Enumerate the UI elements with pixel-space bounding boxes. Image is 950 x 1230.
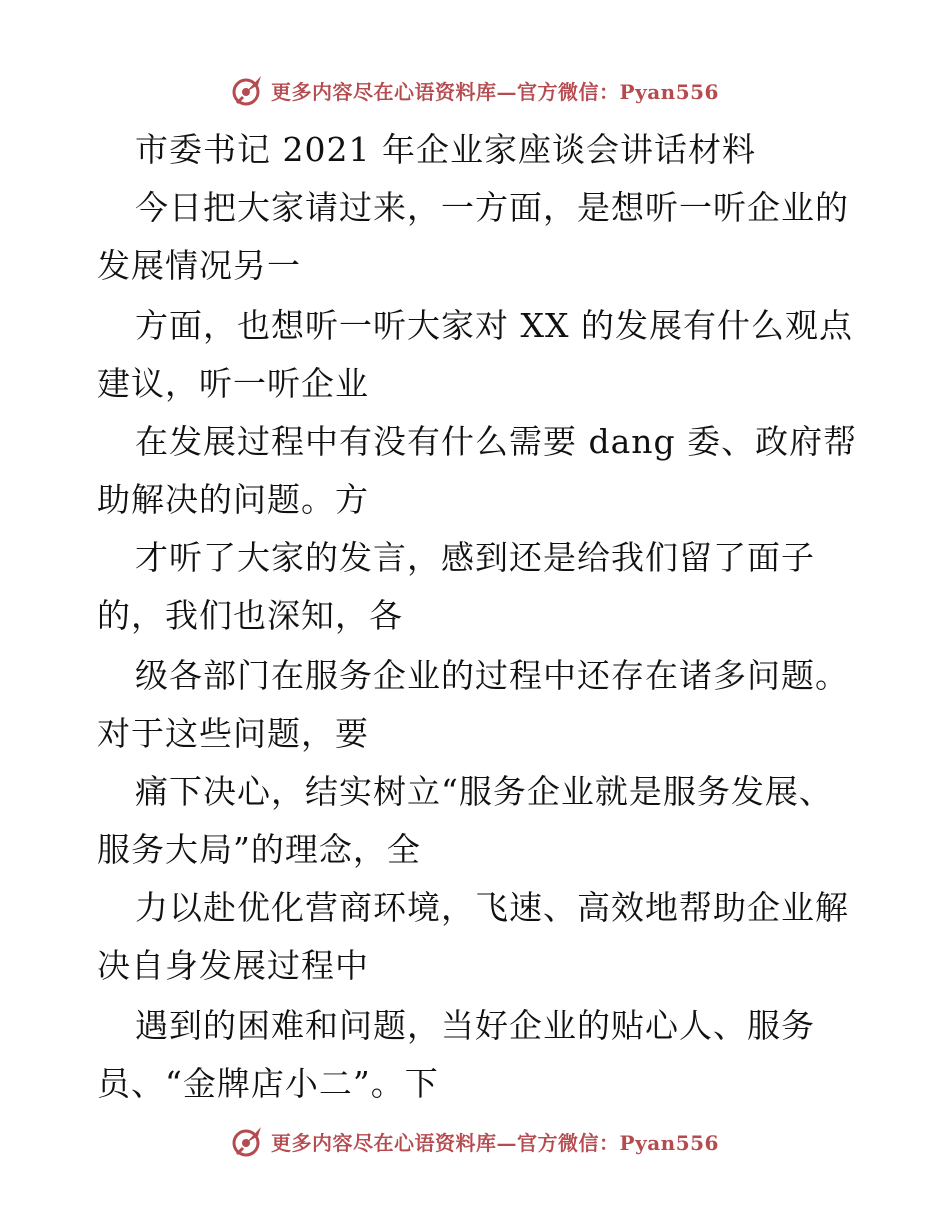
- paragraph-line: 的，我们也深知，各: [97, 596, 403, 635]
- paragraph-line: 痛下决心，结实树立“服务企业就是服务发展、: [135, 772, 833, 811]
- paragraph-line: 遇到的困难和问题，当好企业的贴心人、服务: [135, 1006, 815, 1045]
- watermark-text: 更多内容尽在心语资料库—官方微信：Pyan556: [271, 1130, 719, 1155]
- paragraph-line: 服务大局”的理念，全: [97, 830, 421, 869]
- paragraph-line: 方面，也想听一听大家对 XX 的发展有什么观点: [135, 306, 853, 345]
- paragraph-line: 力以赴优化营商环境，飞速、高效地帮助企业解: [135, 888, 849, 927]
- paragraph-line: 在发展过程中有没有什么需要 dang 委、政府帮: [135, 422, 858, 461]
- paragraph-line: 发展情况另一: [97, 246, 301, 285]
- paragraph-line: 才听了大家的发言，感到还是给我们留了面子: [135, 538, 815, 577]
- watermark-header: [0, 70, 950, 110]
- paragraph-line: 对于这些问题，要: [97, 714, 369, 753]
- paragraph-line: 级各部门在服务企业的过程中还存在诸多问题。: [135, 656, 849, 695]
- paragraph-line: 建议，听一听企业: [97, 364, 369, 403]
- watermark-footer: [0, 1121, 950, 1161]
- paragraph-line: 助解决的问题。方: [97, 480, 369, 519]
- paragraph-line: 员、“金牌店小二”。下: [97, 1064, 439, 1103]
- paragraph-line: 决自身发展过程中: [97, 946, 369, 985]
- quill-logo-icon: [231, 73, 265, 107]
- watermark-text: 更多内容尽在心语资料库—官方微信：Pyan556: [271, 79, 719, 104]
- document-title: 市委书记 2021 年企业家座谈会讲话材料: [135, 130, 756, 169]
- quill-logo-icon: [231, 1124, 265, 1158]
- paragraph-line: 今日把大家请过来，一方面，是想听一听企业的: [135, 188, 849, 227]
